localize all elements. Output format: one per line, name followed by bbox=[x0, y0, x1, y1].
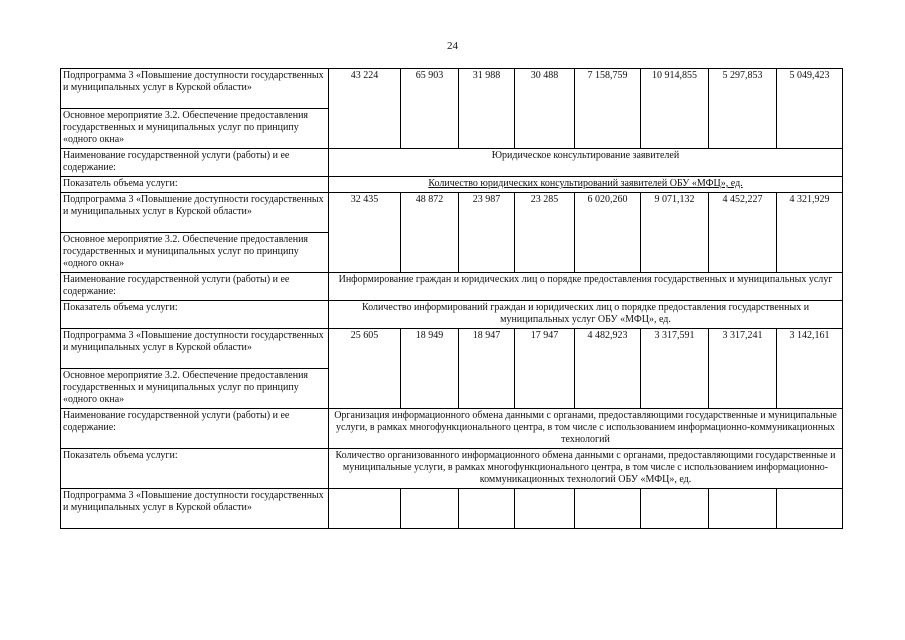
service-name-label: Наименование государственной услуги (работы) и ее содержание: bbox=[61, 149, 329, 177]
value-cell: 23 285 bbox=[515, 193, 575, 273]
subprogram-label: Подпрограмма 3 «Повышение доступности государственных и муниципальных услуг в Курской области» bbox=[61, 489, 329, 529]
value-cell: 30 488 bbox=[515, 69, 575, 149]
service-name-label: Наименование государственной услуги (работы) и ее содержание: bbox=[61, 273, 329, 301]
subprogram-label: Подпрограмма 3 «Повышение доступности государственных и муниципальных услуг в Курской области» bbox=[61, 69, 329, 109]
empty-cell bbox=[329, 489, 401, 529]
value-cell: 7 158,759 bbox=[575, 69, 641, 149]
service-name: Юридическое консультирование заявителей bbox=[329, 149, 843, 177]
value-cell: 43 224 bbox=[329, 69, 401, 149]
value-cell: 48 872 bbox=[401, 193, 459, 273]
table-row bbox=[61, 329, 843, 369]
table-row bbox=[61, 301, 843, 329]
table-row bbox=[61, 489, 843, 529]
table-row bbox=[61, 177, 843, 193]
value-cell: 3 142,161 bbox=[777, 329, 843, 409]
value-cell: 32 435 bbox=[329, 193, 401, 273]
value-cell: 5 049,423 bbox=[777, 69, 843, 149]
table-row bbox=[61, 149, 843, 177]
empty-cell bbox=[709, 489, 777, 529]
value-cell: 25 605 bbox=[329, 329, 401, 409]
value-cell: 23 987 bbox=[459, 193, 515, 273]
empty-cell bbox=[515, 489, 575, 529]
table-row bbox=[61, 273, 843, 301]
indicator-text: Количество организованного информационного обмена данными с органами, предоставляющими государственные и муниципальные услуги, в рамках многофункционального центра, в том числе с использованием информационно-коммуникационных технологий ОБУ «МФЦ», ед. bbox=[329, 449, 843, 489]
table-row bbox=[61, 449, 843, 489]
activity-label: Основное мероприятие 3.2. Обеспечение предоставления государственных и муниципальных услуг по принципу «одного окна» bbox=[61, 233, 329, 273]
value-cell: 6 020,260 bbox=[575, 193, 641, 273]
value-cell: 9 071,132 bbox=[641, 193, 709, 273]
empty-cell bbox=[777, 489, 843, 529]
indicator-text bbox=[329, 177, 843, 193]
value-cell: 5 297,853 bbox=[709, 69, 777, 149]
page-number: 24 bbox=[447, 40, 458, 52]
indicator-label: Показатель объема услуги: bbox=[61, 301, 329, 329]
empty-cell bbox=[401, 489, 459, 529]
indicator-text: Количество информирований граждан и юридических лиц о порядке предоставления государственных и муниципальных услуг ОБУ «МФЦ», ед. bbox=[329, 301, 843, 329]
value-cell: 10 914,855 bbox=[641, 69, 709, 149]
value-cell: 3 317,591 bbox=[641, 329, 709, 409]
services-table bbox=[60, 68, 843, 529]
activity-label: Основное мероприятие 3.2. Обеспечение предоставления государственных и муниципальных услуг по принципу «одного окна» bbox=[61, 369, 329, 409]
empty-cell bbox=[575, 489, 641, 529]
table-row bbox=[61, 409, 843, 449]
value-cell: 4 321,929 bbox=[777, 193, 843, 273]
activity-label: Основное мероприятие 3.2. Обеспечение предоставления государственных и муниципальных услуг по принципу «одного окна» bbox=[61, 109, 329, 149]
value-cell: 31 988 bbox=[459, 69, 515, 149]
value-cell: 65 903 bbox=[401, 69, 459, 149]
indicator-value: Количество юридических консультирований заявителей ОБУ «МФЦ», ед. bbox=[428, 178, 743, 189]
service-name-label: Наименование государственной услуги (работы) и ее содержание: bbox=[61, 409, 329, 449]
value-cell: 17 947 bbox=[515, 329, 575, 409]
table-row bbox=[61, 193, 843, 233]
indicator-label: Показатель объема услуги: bbox=[61, 449, 329, 489]
service-name: Информирование граждан и юридических лиц о порядке предоставления государственных и муниципальных услуг bbox=[329, 273, 843, 301]
subprogram-label: Подпрограмма 3 «Повышение доступности государственных и муниципальных услуг в Курской области» bbox=[61, 329, 329, 369]
value-cell: 4 452,227 bbox=[709, 193, 777, 273]
empty-cell bbox=[641, 489, 709, 529]
value-cell: 18 949 bbox=[401, 329, 459, 409]
service-name: Организация информационного обмена данными с органами, предоставляющими государственные и муниципальные услуги, в рамках многофункционального центра, в том числе с использованием информационно-коммуникационных технологий bbox=[329, 409, 843, 449]
subprogram-label: Подпрограмма 3 «Повышение доступности государственных и муниципальных услуг в Курской области» bbox=[61, 193, 329, 233]
value-cell: 3 317,241 bbox=[709, 329, 777, 409]
indicator-label: Показатель объема услуги: bbox=[61, 177, 329, 193]
value-cell: 4 482,923 bbox=[575, 329, 641, 409]
empty-cell bbox=[459, 489, 515, 529]
table-row bbox=[61, 69, 843, 109]
value-cell: 18 947 bbox=[459, 329, 515, 409]
